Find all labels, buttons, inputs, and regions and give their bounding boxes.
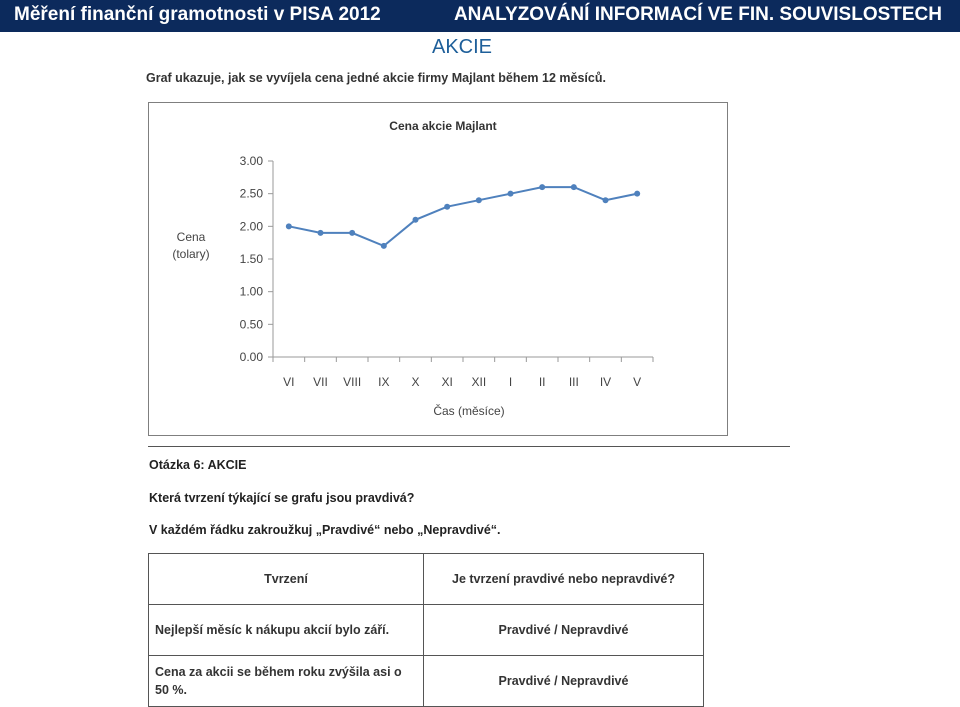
- x-tick-label: VII: [313, 375, 328, 389]
- y-tick-label: 0.50: [239, 317, 263, 332]
- x-tick-label: I: [508, 375, 513, 389]
- question-title: Otázka 6: AKCIE: [149, 458, 247, 472]
- x-tick-label: IV: [599, 375, 612, 389]
- data-point: [286, 223, 292, 229]
- line-chart-svg: [149, 103, 727, 435]
- table-row: [149, 605, 704, 656]
- table-cell-answer[interactable]: Pravdivé / Nepravdivé: [424, 656, 704, 707]
- data-point: [444, 204, 450, 210]
- x-tick-label: II: [538, 375, 546, 389]
- y-tick-label: 2.50: [239, 186, 263, 201]
- data-point: [476, 197, 482, 203]
- y-tick-label: 0.00: [239, 350, 263, 364]
- data-point: [571, 184, 577, 190]
- table-cell-answer[interactable]: Pravdivé / Nepravdivé: [424, 605, 704, 656]
- table-cell-statement: Cena za akcii se během roku zvýšila asi o 50 %.: [149, 656, 424, 707]
- header-bar: [0, 0, 960, 32]
- x-tick-label: IX: [378, 375, 390, 389]
- x-tick-label: VI: [283, 375, 295, 389]
- x-tick-label: V: [633, 375, 642, 389]
- x-axis-label: Čas (měsíce): [433, 404, 505, 418]
- y-axis-label-line1: Cena: [176, 230, 206, 244]
- y-tick-label: 2.00: [239, 219, 263, 234]
- table-cell-statement: Nejlepší měsíc k nákupu akcií bylo září.: [149, 605, 424, 656]
- data-point: [381, 243, 387, 249]
- x-tick-label: X: [411, 375, 420, 389]
- question-instruction: V každém řádku zakroužkuj „Pravdivé“ nebo „Nepravdivé“.: [149, 523, 501, 537]
- y-axis-label-line2: (tolary): [172, 247, 210, 261]
- table-row: [149, 656, 704, 707]
- line-chart: [148, 102, 728, 436]
- x-tick-label: III: [568, 375, 579, 389]
- data-point: [634, 191, 640, 197]
- y-tick-label: 1.50: [239, 252, 263, 266]
- slide-title: [0, 36, 960, 59]
- answer-table: [148, 553, 704, 707]
- x-tick-label: VIII: [343, 375, 362, 389]
- table-header-statement: Tvrzení: [149, 554, 424, 605]
- table-header-answer: Je tvrzení pravdivé nebo nepravdivé?: [424, 554, 704, 605]
- question-text: Která tvrzení týkající se grafu jsou pravdivá?: [149, 491, 415, 505]
- series-line: [289, 187, 637, 246]
- header-left-title: Měření finanční gramotnosti v PISA 2012: [14, 4, 381, 25]
- slide-title-text: AKCIE: [431, 36, 493, 58]
- data-point: [349, 230, 355, 236]
- header-right-title: ANALYZOVÁNÍ INFORMACÍ VE FIN. SOUVISLOSTECH: [453, 4, 942, 25]
- y-tick-label: 3.00: [239, 154, 263, 168]
- x-tick-label: XI: [441, 375, 453, 389]
- chart-title: Cena akcie Majlant: [389, 119, 497, 133]
- x-tick-label: XII: [471, 375, 487, 389]
- data-point: [539, 184, 545, 190]
- data-point: [508, 191, 514, 197]
- data-point: [318, 230, 324, 236]
- table-header-row: [149, 554, 704, 605]
- data-point: [413, 217, 419, 223]
- divider-line: [148, 446, 790, 447]
- y-tick-label: 1.00: [239, 284, 263, 299]
- intro-text: Graf ukazuje, jak se vyvíjela cena jedné akcie firmy Majlant během 12 měsíců.: [146, 71, 606, 85]
- data-point: [603, 197, 609, 203]
